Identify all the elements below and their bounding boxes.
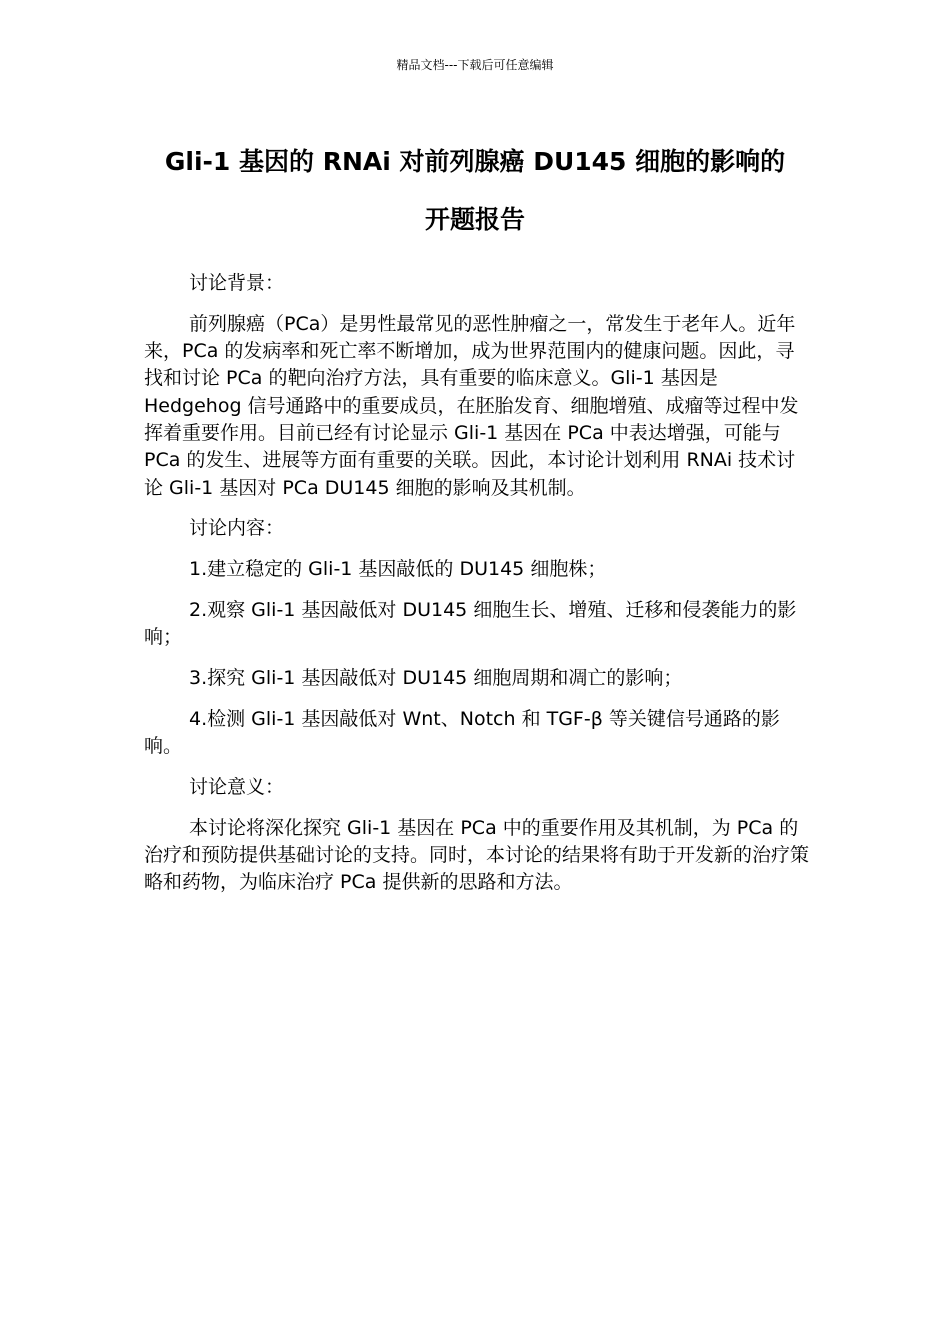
title-line-2: 开题报告	[424, 205, 525, 234]
background-paragraph: 前列腺癌（PCa）是男性最常见的恶性肿瘤之一，常发生于老年人。近年来，PCa 的发病率和死亡率不断增加，成为世界范围内的健康问题。因此，寻找和讨论 PCa 的靶向治疗方法，具有重要的临床意义。Gli-1 基因是 Hedgehog 信号通路中的重要成员，在胚胎发育、细胞增殖、成瘤等过程中发挥着重要作用。目前已经有讨论显示 Gli-1 基因在 PCa 中表达增强，可能与 PCa 的发生、进展等方面有重要的关联。因此，本讨论计划利用 RNAi 技术讨论 Gli-1 基因对 PCa DU145 细胞的影响及其机制。	[144, 312, 799, 499]
document-body	[144, 270, 809, 910]
content-heading: 讨论内容：	[189, 517, 285, 540]
significance-paragraph: 本讨论将深化探究 Gli-1 基因在 PCa 中的重要作用及其机制，为 PCa 的治疗和预防提供基础讨论的支持。同时，本讨论的结果将有助于开发新的治疗策略和药物，为临床治疗 PCa 提供新的思路和方法。	[144, 816, 810, 894]
page-header-note: 精品文档---下载后可任意编辑	[396, 58, 554, 72]
background-heading: 讨论背景：	[189, 272, 285, 294]
content-item-2: 2.观察 Gli-1 基因敲低对 DU145 细胞生长、增殖、迁移和侵袭能力的影响；	[144, 598, 797, 649]
document-title	[120, 133, 830, 249]
title-line-1: Gli-1 基因的 RNAi 对前列腺癌 DU145 细胞的影响的	[164, 147, 786, 176]
content-item-1: 1.建立稳定的 Gli-1 基因敲低的 DU145 细胞株；	[189, 558, 607, 581]
content-item-4: 4.检测 Gli-1 基因敲低对 Wnt、Notch 和 TGF-β 等关键信号通路的影响。	[144, 707, 780, 758]
content-item-3: 3.探究 Gli-1 基因敲低对 DU145 细胞周期和凋亡的影响；	[189, 667, 683, 690]
significance-heading: 讨论意义：	[189, 775, 285, 798]
